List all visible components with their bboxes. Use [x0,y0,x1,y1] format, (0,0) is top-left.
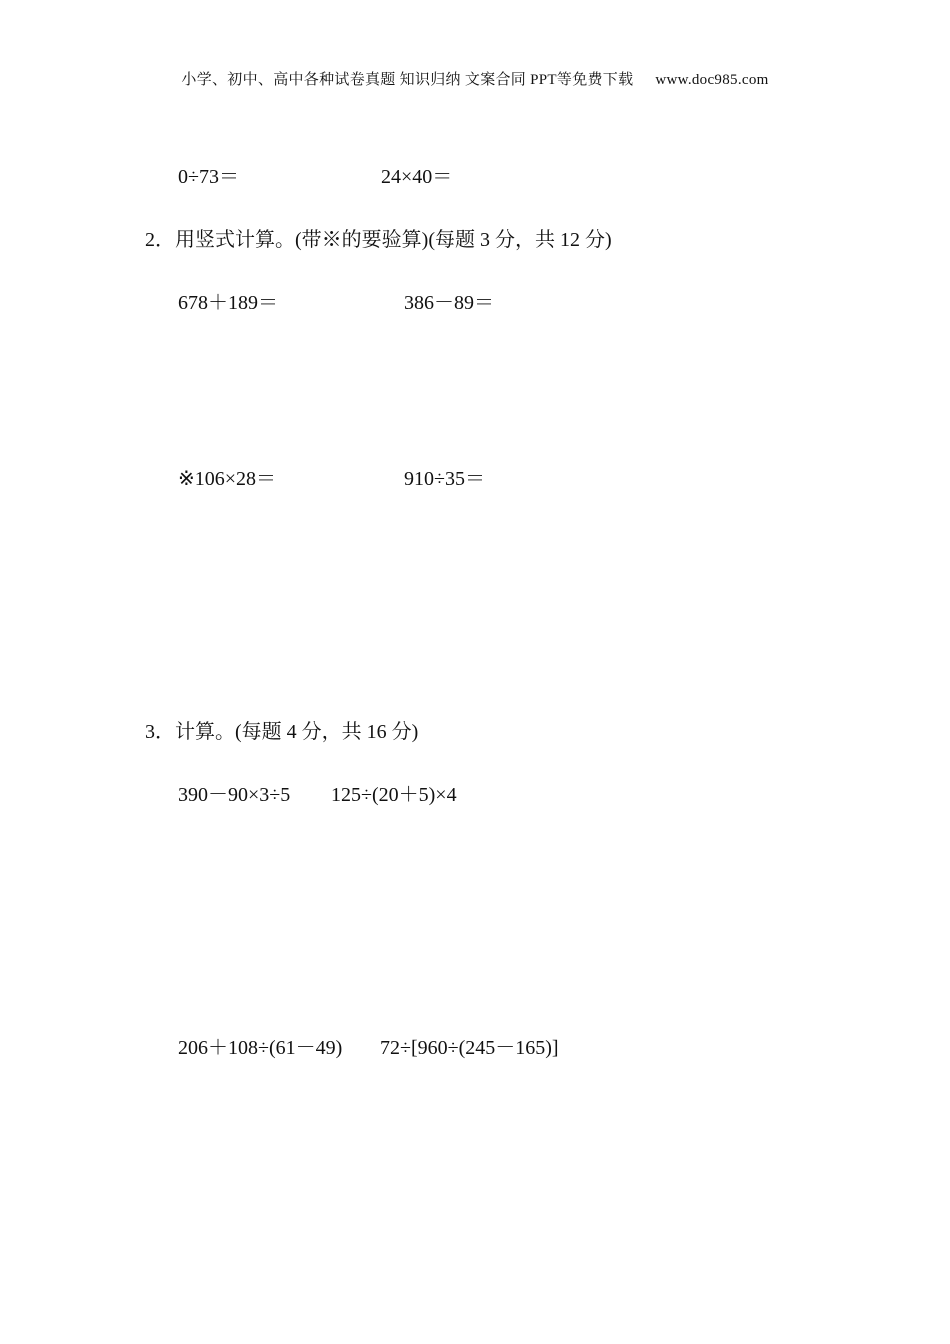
problem-72-expression: 72÷[960÷(245－165)] [380,1037,559,1059]
problem-0-div-73: 0÷73＝ [178,166,239,188]
header-text: 小学、初中、高中各种试卷真题 知识归纳 文案合同 PPT等免费下载 [181,72,634,88]
problem-206-expression: 206＋108÷(61－49) [178,1037,343,1059]
problem-125-expression: 125÷(20＋5)×4 [331,784,457,806]
problem-390-expression: 390－90×3÷5 [178,784,291,806]
problem-910-div-35: 910÷35＝ [404,468,485,490]
section-2-title: 2．用竖式计算。(带※的要验算)(每题 3 分，共 12 分) [145,229,612,251]
problem-24-times-40: 24×40＝ [381,166,453,188]
header-site: www.doc985.com [655,72,769,88]
problem-386-minus-89: 386－89＝ [404,292,494,314]
page-header [0,68,950,89]
problem-678-plus-189: 678＋189＝ [178,292,278,314]
problem-106-times-28: ※106×28＝ [178,468,277,490]
section-3-title: 3．计算。(每题 4 分，共 16 分) [145,721,419,743]
